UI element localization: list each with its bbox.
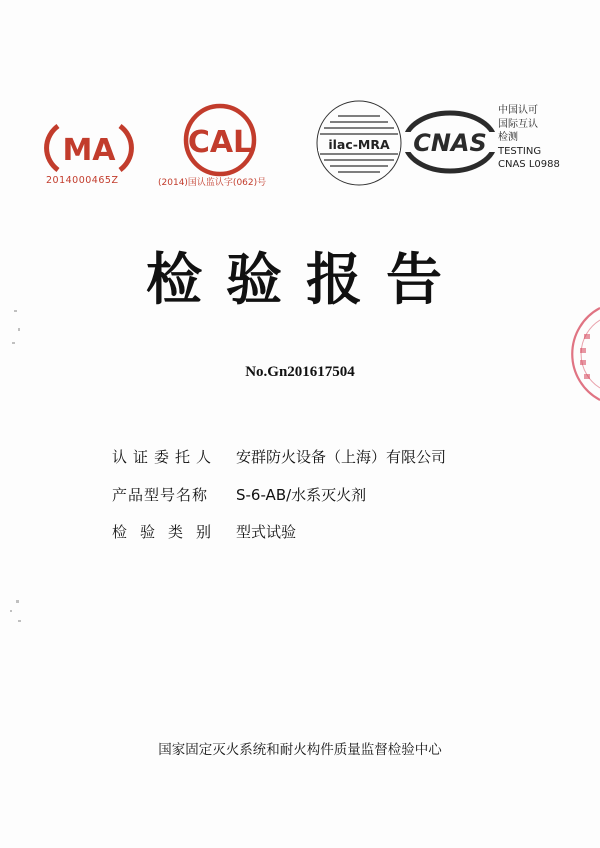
cma-logo [44, 112, 134, 184]
issuing-center: 国家固定灭火系统和耐火构件质量监督检验中心 [158, 742, 442, 758]
report-title: 检验报告 [146, 248, 466, 313]
cnas-text-line: 国际互认 [498, 118, 538, 130]
inspection-type-row [112, 521, 296, 542]
inspection-type-label: 检验类别 [112, 523, 225, 541]
cnas-text-line: CNAS L0988 [498, 159, 560, 170]
seal-stamp-edge [566, 304, 600, 404]
product-row [112, 484, 366, 505]
cnas-logo-mark: CNAS [413, 129, 487, 157]
client-label: 认证委托人 [112, 448, 218, 466]
cal-caption: (2014)国认监认字(062)号 [158, 178, 267, 188]
cnas-text-line: TESTING [498, 145, 542, 157]
inspection-type-value: 型式试验 [236, 523, 297, 541]
cnas-text-line: 检测 [498, 132, 518, 143]
report-number: No.Gn201617504 [245, 364, 355, 380]
cnas-logo [402, 110, 498, 174]
ilac-mra-logo-mark: ilac-MRA [328, 137, 390, 152]
cma-logo-mark: MA [62, 133, 116, 168]
ilac-mra-logo [314, 98, 404, 188]
cal-logo-mark: CAL [187, 125, 253, 160]
product-value: S-6-AB/水系灭火剂 [236, 486, 367, 504]
client-row [112, 446, 446, 467]
cnas-accreditation-text [498, 104, 560, 172]
scan-marks [6, 300, 26, 640]
cnas-text-line: 中国认可 [498, 105, 538, 116]
product-label: 产品型号名称 [112, 486, 209, 504]
client-value: 安群防火设备（上海）有限公司 [236, 448, 447, 466]
cma-caption: 2014000465Z [46, 175, 119, 186]
